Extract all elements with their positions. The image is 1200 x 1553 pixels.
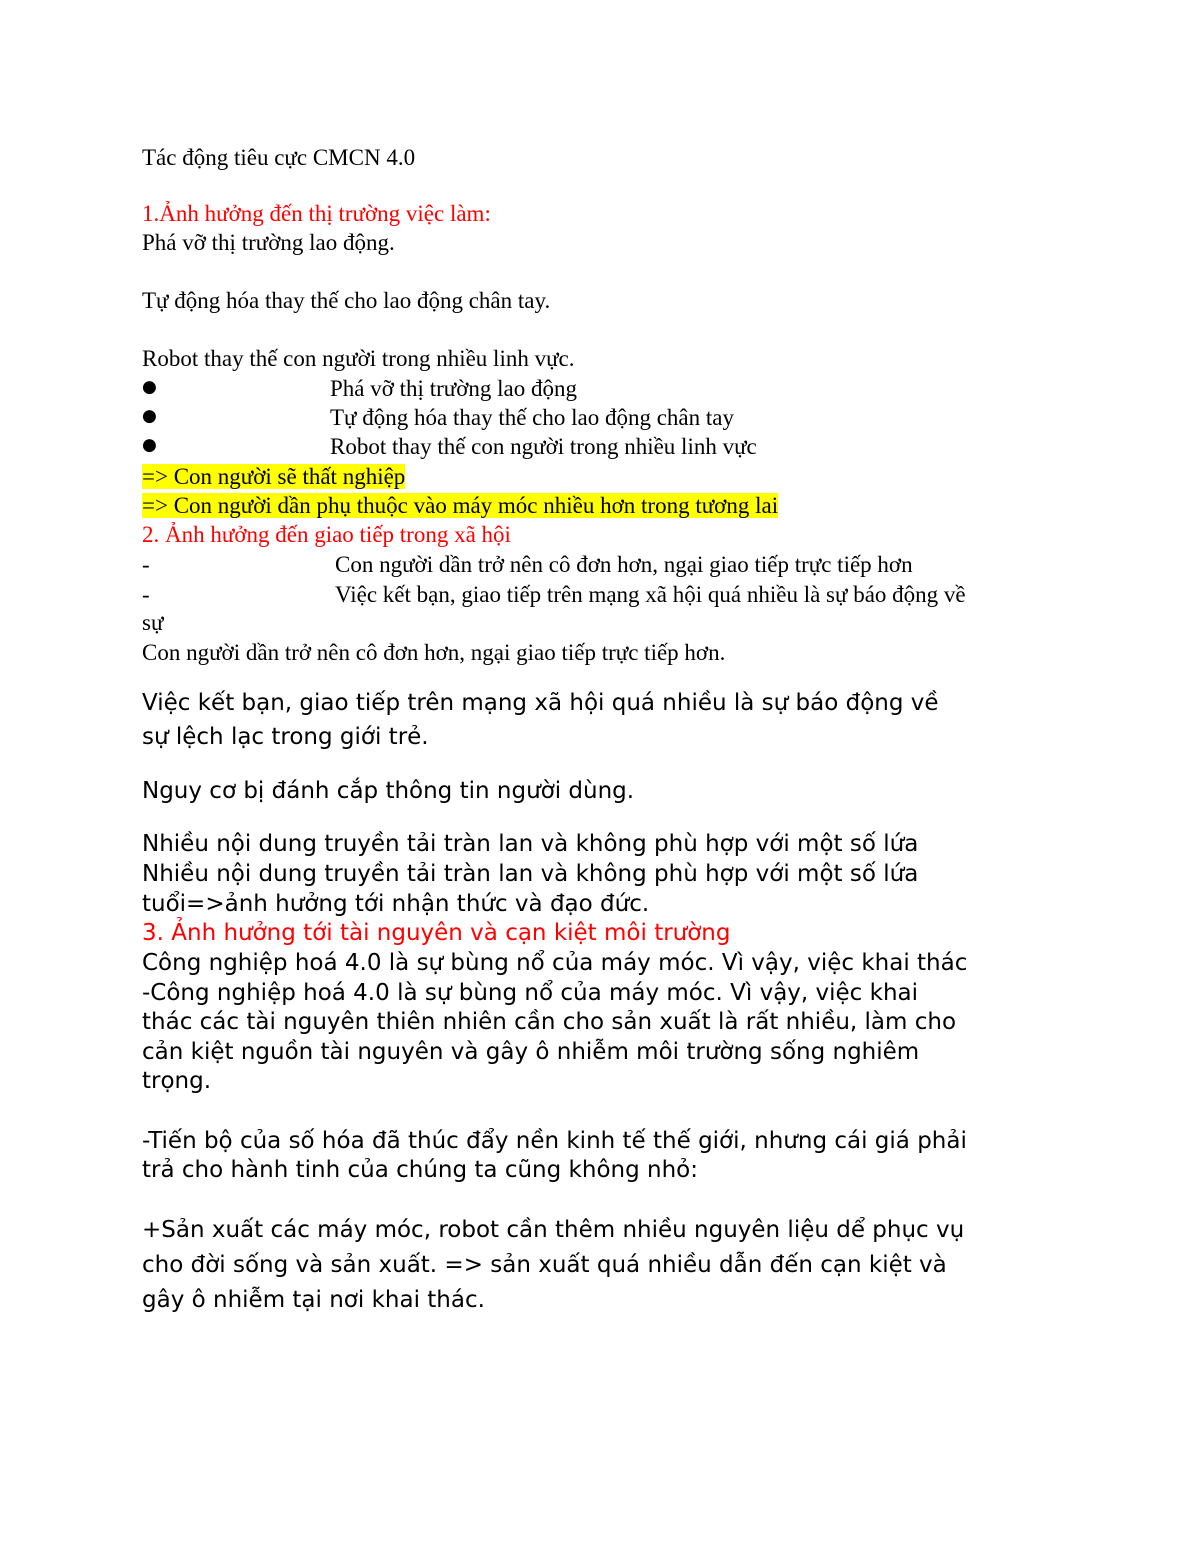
paragraph-line: cho đời sống và sản xuất. => sản xuất quá nhiều dẫn đến cạn kiệt và xyxy=(142,1252,947,1278)
conclusion-line xyxy=(142,491,778,520)
paragraph-line: trọng. xyxy=(142,1068,212,1094)
paragraph-line: cản kiệt nguồn tài nguyên và gây ô nhiễm môi trường sống nghiêm xyxy=(142,1039,920,1065)
paragraph-line: gây ô nhiễm tại nơi khai thác. xyxy=(142,1287,485,1313)
bullet-icon: ● xyxy=(142,435,157,455)
section2-line: Con người dần trở nên cô đơn hơn, ngại giao tiếp trực tiếp hơn. xyxy=(142,640,726,665)
doc-title: Tác động tiêu cực CMCN 4.0 xyxy=(142,145,416,170)
section1-line: Tự động hóa thay thế cho lao động chân tay. xyxy=(142,288,551,313)
bullet-icon: ● xyxy=(142,377,157,397)
dash-marker: - xyxy=(142,552,150,577)
highlighted-text: => Con người sẽ thất nghiệp xyxy=(142,464,406,489)
dash-item: Con người dần trở nên cô đơn hơn, ngại giao tiếp trực tiếp hơn xyxy=(335,552,913,577)
dash-marker: - xyxy=(142,582,150,607)
paragraph-line: -Công nghiệp hoá 4.0 là sự bùng nổ của máy móc. Vì vậy, việc khai xyxy=(142,980,919,1006)
section3-heading: 3. Ảnh hưởng tới tài nguyên và cạn kiệt môi trường xyxy=(142,920,731,946)
bullet-item: Phá vỡ thị trường lao động xyxy=(330,376,577,401)
section1-heading: 1.Ảnh hưởng đến thị trường việc làm: xyxy=(142,201,491,226)
paragraph-line: trả cho hành tinh của chúng ta cũng không nhỏ: xyxy=(142,1157,698,1183)
wrap-text: sự xyxy=(142,610,164,635)
dash-item: Việc kết bạn, giao tiếp trên mạng xã hội quá nhiều là sự báo động về xyxy=(335,582,966,607)
section2-heading: 2. Ảnh hưởng đến giao tiếp trong xã hội xyxy=(142,522,511,547)
paragraph-line: tuổi=>ảnh hưởng tới nhận thức và đạo đức. xyxy=(142,891,650,917)
section1-line: Phá vỡ thị trường lao động. xyxy=(142,230,395,255)
paragraph-line: Nguy cơ bị đánh cắp thông tin người dùng. xyxy=(142,778,635,804)
highlighted-text: => Con người dần phụ thuộc vào máy móc nhiều hơn trong tương lai xyxy=(142,493,779,518)
bullet-icon: ● xyxy=(142,406,157,426)
paragraph-line: Nhiều nội dung truyền tải tràn lan và không phù hợp với một số lứa xyxy=(142,831,919,857)
paragraph-line: thác các tài nguyên thiên nhiên cần cho sản xuất là rất nhiều, làm cho xyxy=(142,1009,957,1035)
paragraph-line: Việc kết bạn, giao tiếp trên mạng xã hội quá nhiều là sự báo động về xyxy=(142,690,939,716)
conclusion-line xyxy=(142,462,405,491)
paragraph-line: Công nghiệp hoá 4.0 là sự bùng nổ của máy móc. Vì vậy, việc khai thác xyxy=(142,950,968,976)
section1-line: Robot thay thế con người trong nhiều linh vực. xyxy=(142,346,575,371)
bullet-item: Robot thay thế con người trong nhiều linh vực xyxy=(330,434,757,459)
paragraph-line: +Sản xuất các máy móc, robot cần thêm nhiều nguyên liệu dể phục vụ xyxy=(142,1217,965,1243)
bullet-item: Tự động hóa thay thế cho lao động chân tay xyxy=(330,405,734,430)
paragraph-line: Nhiều nội dung truyền tải tràn lan và không phù hợp với một số lứa xyxy=(142,861,919,887)
paragraph-line: -Tiến bộ của số hóa đã thúc đẩy nền kinh tế thế giới, nhưng cái giá phải xyxy=(142,1128,967,1154)
paragraph-line: sự lệch lạc trong giới trẻ. xyxy=(142,724,429,750)
